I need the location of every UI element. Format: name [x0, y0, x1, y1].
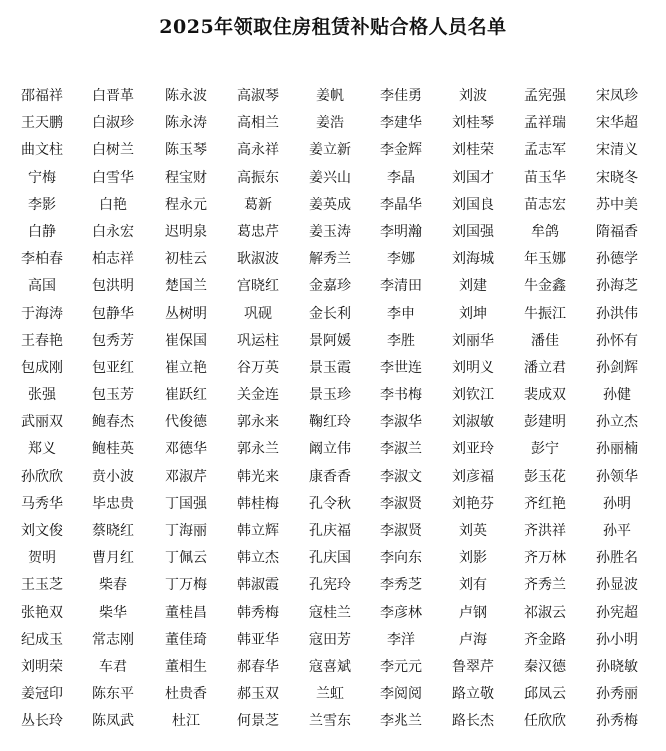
name-cell: 高国	[28, 278, 56, 295]
name-cell: 年玉娜	[524, 251, 566, 268]
name-cell: 李清田	[380, 278, 422, 295]
name-cell: 韩立杰	[237, 550, 279, 567]
name-cell: 丁佩云	[165, 550, 207, 567]
name-cell: 孟宪强	[524, 88, 566, 104]
name-cell: 高淑琴	[237, 88, 279, 104]
name-cell: 丁万梅	[165, 577, 207, 594]
name-cell: 郭永来	[237, 414, 279, 431]
name-cell: 刘艳芬	[452, 495, 494, 512]
name-cell: 陈玉琴	[165, 142, 207, 159]
name-cell: 鲁翠芹	[452, 658, 494, 675]
name-row	[0, 273, 666, 300]
name-cell: 崔保国	[165, 332, 207, 349]
name-cell: 孙宪超	[596, 604, 638, 621]
name-cell: 邵福祥	[21, 88, 63, 104]
name-cell: 刘影	[459, 550, 487, 567]
name-row	[0, 436, 666, 463]
name-cell: 崔跃红	[165, 387, 207, 404]
name-cell: 潘佳	[531, 332, 559, 349]
name-cell: 李世连	[380, 359, 422, 376]
name-cell: 孙秀梅	[596, 713, 638, 730]
name-cell: 陈永波	[165, 88, 207, 104]
name-cell: 彭建明	[524, 414, 566, 431]
name-cell: 鞠红玲	[309, 414, 351, 431]
name-cell: 葛忠芹	[237, 223, 279, 240]
name-cell: 李胜	[387, 332, 415, 349]
name-cell: 邓德华	[165, 441, 207, 458]
name-row	[0, 382, 666, 409]
name-cell: 孙健	[603, 387, 631, 404]
name-cell: 白静	[28, 223, 56, 240]
name-cell: 裴成双	[524, 387, 566, 404]
name-cell: 李影	[28, 196, 56, 213]
name-cell: 宋晓冬	[596, 169, 638, 186]
name-cell: 耿淑波	[237, 251, 279, 268]
name-cell: 刘建	[459, 278, 487, 295]
name-cell: 李娜	[387, 251, 415, 268]
name-cell: 彭玉花	[524, 468, 566, 485]
name-cell: 孙晓敏	[596, 658, 638, 675]
name-cell: 孙小明	[596, 631, 638, 648]
name-row	[0, 654, 666, 681]
name-cell: 李晶	[387, 169, 415, 186]
name-row	[0, 491, 666, 518]
name-cell: 杜贵香	[165, 686, 207, 703]
name-cell: 车君	[99, 658, 127, 675]
name-cell: 秦汉德	[524, 658, 566, 675]
name-list	[0, 83, 666, 736]
name-cell: 齐万林	[524, 550, 566, 567]
name-cell: 韩淑霞	[237, 577, 279, 594]
name-cell: 李淑华	[380, 414, 422, 431]
name-cell: 孙平	[603, 523, 631, 539]
name-cell: 包成刚	[21, 359, 63, 376]
name-cell: 彭宁	[531, 441, 559, 458]
name-cell: 白淑珍	[92, 115, 134, 132]
name-cell: 何景芝	[237, 713, 279, 730]
name-cell: 巩砚	[244, 305, 272, 322]
name-cell: 牛振江	[524, 305, 566, 322]
name-row	[0, 137, 666, 164]
name-cell: 兰雪东	[309, 713, 351, 730]
name-cell: 孙丽楠	[596, 441, 638, 458]
name-cell: 葛新	[244, 196, 272, 213]
name-cell: 柴春	[99, 577, 127, 594]
name-row	[0, 545, 666, 572]
name-row	[0, 409, 666, 436]
name-cell: 姜玉涛	[309, 223, 351, 240]
name-cell: 孙剑辉	[596, 359, 638, 376]
name-cell: 李元元	[380, 658, 422, 675]
name-cell: 齐秀兰	[524, 577, 566, 594]
name-cell: 李向东	[380, 550, 422, 567]
name-cell: 毕忠贵	[92, 495, 134, 512]
name-cell: 鲍春杰	[92, 414, 134, 431]
name-cell: 刘亚玲	[452, 441, 494, 458]
name-cell: 丁国强	[165, 495, 207, 512]
name-cell: 陈永涛	[165, 115, 207, 132]
name-row	[0, 301, 666, 328]
name-cell: 隋福香	[596, 223, 638, 240]
name-cell: 巩运柱	[237, 332, 279, 349]
name-cell: 韩亚华	[237, 631, 279, 648]
name-cell: 刘国才	[452, 169, 494, 186]
name-cell: 齐洪祥	[524, 523, 566, 539]
name-cell: 于海涛	[21, 305, 63, 322]
name-row	[0, 165, 666, 192]
name-cell: 刘国良	[452, 196, 494, 213]
name-cell: 关金连	[237, 387, 279, 404]
name-cell: 刘坤	[459, 305, 487, 322]
name-row	[0, 110, 666, 137]
name-cell: 楚国兰	[165, 278, 207, 295]
name-row	[0, 83, 666, 110]
name-cell: 姜兴山	[309, 169, 351, 186]
name-cell: 刘英	[459, 523, 487, 539]
name-cell: 董相生	[165, 658, 207, 675]
name-cell: 刘波	[459, 88, 487, 104]
name-cell: 杜江	[172, 713, 200, 730]
name-cell: 柏志祥	[92, 251, 134, 268]
name-cell: 孔宪玲	[309, 577, 351, 594]
name-cell: 韩桂梅	[237, 495, 279, 512]
name-cell: 孙明	[603, 495, 631, 512]
name-cell: 包亚红	[92, 359, 134, 376]
name-cell: 贲小波	[92, 468, 134, 485]
name-cell: 姜冠印	[21, 686, 63, 703]
name-cell: 任欣欣	[524, 713, 566, 730]
name-row	[0, 219, 666, 246]
name-cell: 李建华	[380, 115, 422, 132]
name-cell: 姜浩	[316, 115, 344, 132]
name-cell: 高永祥	[237, 142, 279, 159]
name-cell: 李淑文	[380, 468, 422, 485]
name-row	[0, 681, 666, 708]
name-cell: 王玉芝	[21, 577, 63, 594]
name-cell: 李兆兰	[380, 713, 422, 730]
name-cell: 王春艳	[21, 332, 63, 349]
name-cell: 王天鹏	[21, 115, 63, 132]
page-title: 2025年领取住房租赁补贴合格人员名单	[159, 16, 507, 38]
name-row	[0, 627, 666, 654]
name-cell: 李书梅	[380, 387, 422, 404]
name-row	[0, 464, 666, 491]
name-cell: 苗志宏	[524, 196, 566, 213]
name-cell: 刘明荣	[21, 658, 63, 675]
name-row	[0, 246, 666, 273]
name-cell: 孔庆福	[309, 523, 351, 539]
name-cell: 孙海芝	[596, 278, 638, 295]
name-cell: 包洪明	[92, 278, 134, 295]
name-cell: 路立敬	[452, 686, 494, 703]
name-cell: 李淑贤	[380, 523, 422, 539]
name-cell: 孙秀丽	[596, 686, 638, 703]
name-cell: 武丽双	[21, 414, 63, 431]
name-cell: 代俊德	[165, 414, 207, 431]
name-cell: 寇桂兰	[309, 604, 351, 621]
name-cell: 苗玉华	[524, 169, 566, 186]
name-cell: 李阅阅	[380, 686, 422, 703]
name-cell: 郑义	[28, 441, 56, 458]
name-cell: 程宝财	[165, 169, 207, 186]
name-cell: 孙显波	[596, 577, 638, 594]
name-cell: 白雪华	[92, 169, 134, 186]
name-cell: 金嘉珍	[309, 278, 351, 295]
name-cell: 刘淑敏	[452, 414, 494, 431]
name-cell: 丁海丽	[165, 523, 207, 539]
name-cell: 姜英成	[309, 196, 351, 213]
name-cell: 曲文柱	[21, 142, 63, 159]
name-cell: 姜立新	[309, 142, 351, 159]
name-cell: 包玉芳	[92, 387, 134, 404]
name-cell: 阚立伟	[309, 441, 351, 458]
name-cell: 贺明	[28, 550, 56, 567]
name-cell: 孟志军	[524, 142, 566, 159]
name-cell: 寇喜斌	[309, 658, 351, 675]
name-cell: 景玉珍	[309, 387, 351, 404]
name-cell: 陈凤武	[92, 713, 134, 730]
name-cell: 寇田芳	[309, 631, 351, 648]
name-cell: 崔立艳	[165, 359, 207, 376]
name-cell: 马秀华	[21, 495, 63, 512]
name-cell: 谷万英	[237, 359, 279, 376]
name-cell: 韩立辉	[237, 523, 279, 539]
name-cell: 李金辉	[380, 142, 422, 159]
name-cell: 李明瀚	[380, 223, 422, 240]
name-cell: 康香香	[309, 468, 351, 485]
name-cell: 包静华	[92, 305, 134, 322]
name-cell: 齐红艳	[524, 495, 566, 512]
name-cell: 郝春华	[237, 658, 279, 675]
name-cell: 孟祥瑞	[524, 115, 566, 132]
name-cell: 纪成玉	[21, 631, 63, 648]
name-cell: 潘立君	[524, 359, 566, 376]
name-cell: 孔令秋	[309, 495, 351, 512]
name-cell: 包秀芳	[92, 332, 134, 349]
name-cell: 程永元	[165, 196, 207, 213]
name-cell: 景玉霞	[309, 359, 351, 376]
name-cell: 孙德学	[596, 251, 638, 268]
name-cell: 刘国强	[452, 223, 494, 240]
name-cell: 蔡晓红	[92, 523, 134, 539]
name-cell: 初桂云	[165, 251, 207, 268]
name-cell: 郭永兰	[237, 441, 279, 458]
name-cell: 景阿媛	[309, 332, 351, 349]
name-cell: 刘海城	[452, 251, 494, 268]
name-cell: 路长杰	[452, 713, 494, 730]
name-cell: 祁淑云	[524, 604, 566, 621]
name-row	[0, 518, 666, 545]
name-cell: 鲍桂英	[92, 441, 134, 458]
name-cell: 丛长玲	[21, 713, 63, 730]
name-row	[0, 708, 666, 735]
name-cell: 孙怀有	[596, 332, 638, 349]
name-cell: 韩秀梅	[237, 604, 279, 621]
name-cell: 邱凤云	[524, 686, 566, 703]
name-row	[0, 328, 666, 355]
name-cell: 宋凤珍	[596, 88, 638, 104]
name-cell: 董佳琦	[165, 631, 207, 648]
name-cell: 李洋	[387, 631, 415, 648]
name-row	[0, 192, 666, 219]
name-cell: 高相兰	[237, 115, 279, 132]
name-cell: 张强	[28, 387, 56, 404]
name-cell: 白树兰	[92, 142, 134, 159]
name-cell: 卢海	[459, 631, 487, 648]
name-cell: 李彦林	[380, 604, 422, 621]
name-cell: 白艳	[99, 196, 127, 213]
name-cell: 孔庆国	[309, 550, 351, 567]
name-cell: 孙立杰	[596, 414, 638, 431]
name-cell: 兰虹	[316, 686, 344, 703]
name-row	[0, 355, 666, 382]
name-cell: 高振东	[237, 169, 279, 186]
name-cell: 宁梅	[28, 169, 56, 186]
name-cell: 解秀兰	[309, 251, 351, 268]
name-cell: 郝玉双	[237, 686, 279, 703]
name-cell: 刘钦江	[452, 387, 494, 404]
name-cell: 齐金路	[524, 631, 566, 648]
name-cell: 金长利	[309, 305, 351, 322]
name-cell: 姜帆	[316, 88, 344, 104]
name-cell: 白晋革	[92, 88, 134, 104]
name-cell: 丛树明	[165, 305, 207, 322]
name-cell: 宋华超	[596, 115, 638, 132]
name-cell: 刘文俊	[21, 523, 63, 539]
name-cell: 常志刚	[92, 631, 134, 648]
name-cell: 柴华	[99, 604, 127, 621]
name-row	[0, 600, 666, 627]
name-cell: 卢钢	[459, 604, 487, 621]
name-cell: 邓淑芹	[165, 468, 207, 485]
name-cell: 刘桂琴	[452, 115, 494, 132]
name-cell: 李秀芝	[380, 577, 422, 594]
name-cell: 董桂昌	[165, 604, 207, 621]
name-cell: 刘桂荣	[452, 142, 494, 159]
name-cell: 宫晓红	[237, 278, 279, 295]
name-cell: 李淑贤	[380, 495, 422, 512]
name-cell: 李晶华	[380, 196, 422, 213]
name-cell: 宋清义	[596, 142, 638, 159]
name-cell: 李淑兰	[380, 441, 422, 458]
name-cell: 李佳勇	[380, 88, 422, 104]
name-cell: 李柏春	[21, 251, 63, 268]
name-row	[0, 572, 666, 599]
name-cell: 孙欣欣	[21, 468, 63, 485]
name-cell: 刘丽华	[452, 332, 494, 349]
name-cell: 孙洪伟	[596, 305, 638, 322]
name-cell: 刘有	[459, 577, 487, 594]
name-cell: 苏中美	[596, 196, 638, 213]
name-cell: 韩光来	[237, 468, 279, 485]
name-cell: 李申	[387, 305, 415, 322]
name-cell: 孙胜名	[596, 550, 638, 567]
name-cell: 曹月红	[92, 550, 134, 567]
name-cell: 刘彦福	[452, 468, 494, 485]
name-cell: 白永宏	[92, 223, 134, 240]
name-cell: 陈东平	[92, 686, 134, 703]
name-cell: 张艳双	[21, 604, 63, 621]
name-cell: 牛金鑫	[524, 278, 566, 295]
name-cell: 孙领华	[596, 468, 638, 485]
name-cell: 刘明义	[452, 359, 494, 376]
name-cell: 迟明泉	[165, 223, 207, 240]
name-cell: 牟鸽	[531, 223, 559, 240]
